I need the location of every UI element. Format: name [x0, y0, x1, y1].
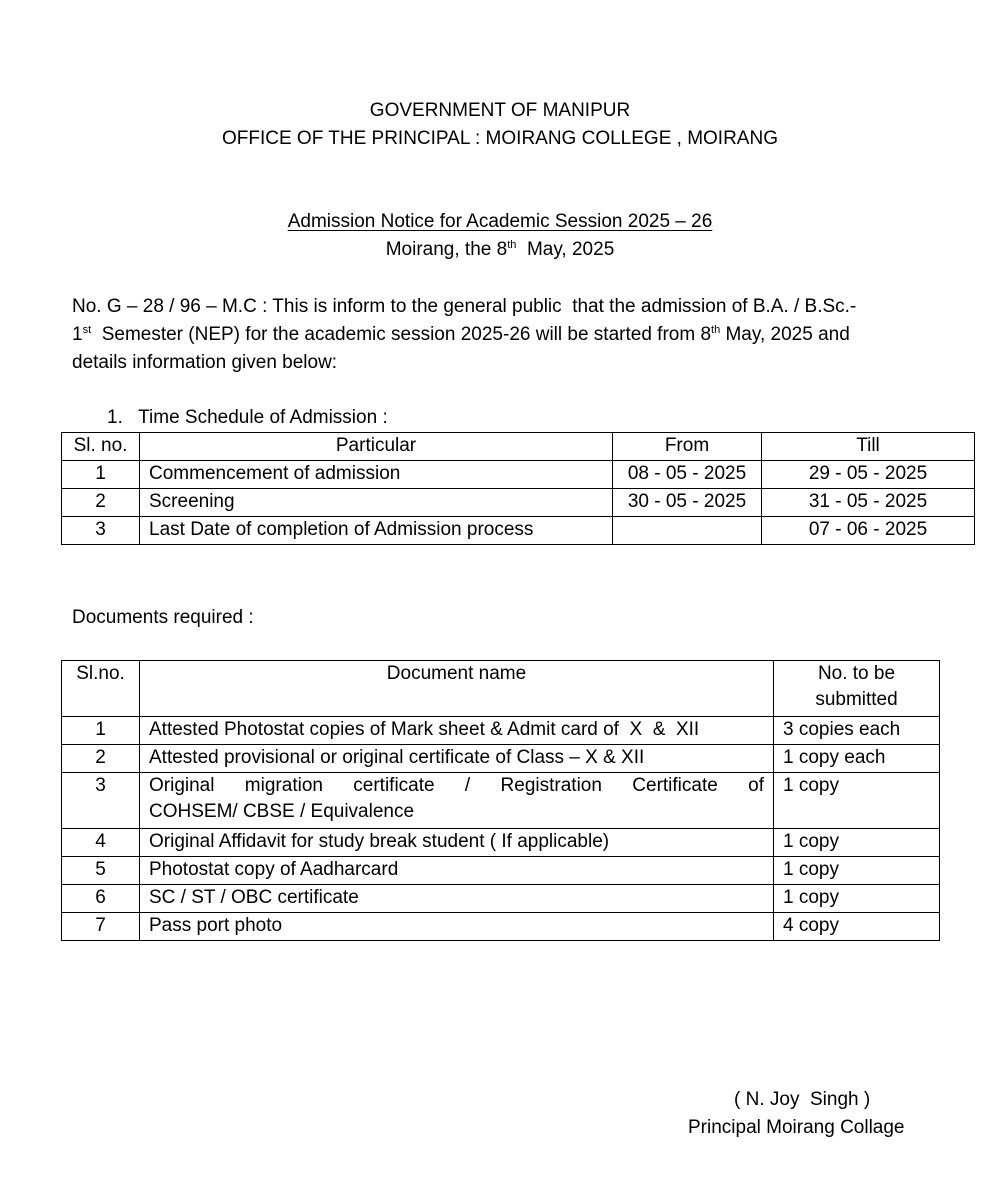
- cell-document: Attested provisional or original certificate of Class – X & XII: [140, 745, 774, 773]
- col-from: From: [613, 433, 762, 461]
- body-line-2-sup1: st: [82, 324, 92, 336]
- col-particular: Particular: [140, 433, 613, 461]
- cell-document: Pass port photo: [140, 913, 774, 941]
- table-row: [62, 489, 975, 517]
- body-line-1: No. G – 28 / 96 – M.C : This is inform to the general public that the admission of B.A. / B.Sc.-: [72, 296, 857, 317]
- cell-sl: 2: [62, 745, 140, 773]
- notice-date: [0, 236, 995, 264]
- cell-count: 1 copy: [774, 829, 940, 857]
- table-row: [62, 517, 975, 545]
- signatory-name: ( N. Joy Singh ): [734, 1089, 871, 1110]
- cell-sl: 3: [62, 517, 140, 545]
- cell-document-line1: Original migration certificate / Registration Certificate of: [149, 775, 764, 796]
- cell-till: 31 - 05 - 2025: [762, 489, 975, 517]
- cell-till: 29 - 05 - 2025: [762, 461, 975, 489]
- table-row: [62, 857, 940, 885]
- cell-document: Photostat copy of Aadharcard: [140, 857, 774, 885]
- cell-document: Attested Photostat copies of Mark sheet & Admit card of X & XII: [140, 717, 774, 745]
- body-line-3: details information given below:: [72, 352, 338, 373]
- col-sl-no: Sl.no.: [62, 661, 140, 717]
- documents-table: [61, 660, 940, 941]
- table-row: [62, 717, 940, 745]
- cell-sl: 1: [62, 461, 140, 489]
- col-document-name: Document name: [140, 661, 774, 717]
- cell-from: [613, 517, 762, 545]
- notice-date-suffix: May, 2025: [516, 239, 615, 260]
- cell-document: Original Affidavit for study break student ( If applicable): [140, 829, 774, 857]
- notice-date-sup: th: [507, 239, 517, 251]
- notice-title-text: Admission Notice for Academic Session 2025 – 26: [287, 211, 713, 232]
- schedule-table: [61, 432, 975, 545]
- cell-from: 30 - 05 - 2025: [613, 489, 762, 517]
- header-government: GOVERNMENT OF MANIPUR: [369, 100, 631, 121]
- table-row: [62, 461, 975, 489]
- cell-sl: 4: [62, 829, 140, 857]
- header-office: OFFICE OF THE PRINCIPAL : MOIRANG COLLEGE , MOIRANG: [221, 128, 778, 149]
- col-sl-no: Sl. no.: [62, 433, 140, 461]
- cell-sl: 6: [62, 885, 140, 913]
- table-row: [62, 745, 940, 773]
- schedule-heading: [107, 404, 388, 432]
- cell-count: 1 copy: [774, 773, 940, 829]
- cell-till: 07 - 06 - 2025: [762, 517, 975, 545]
- table-row: [62, 829, 940, 857]
- body-line-2: [72, 321, 942, 349]
- col-count-line2: submitted: [815, 689, 898, 710]
- cell-sl: 7: [62, 913, 140, 941]
- cell-from: 08 - 05 - 2025: [613, 461, 762, 489]
- documents-heading: Documents required :: [72, 607, 254, 628]
- table-row: [62, 913, 940, 941]
- cell-document-line2: COHSEM/ CBSE / Equivalence: [149, 801, 415, 822]
- table-row: [62, 773, 940, 829]
- cell-particular: Screening: [140, 489, 613, 517]
- cell-count: 1 copy each: [774, 745, 940, 773]
- col-till: Till: [762, 433, 975, 461]
- signatory-designation: Principal Moirang Collage: [688, 1117, 905, 1138]
- cell-sl: 3: [62, 773, 140, 829]
- body-line-2-b: Semester (NEP) for the academic session 2025-26 will be started from 8: [91, 324, 712, 345]
- schedule-heading-number: 1.: [107, 407, 123, 428]
- table-header-row: [62, 433, 975, 461]
- body-line-2-c: May, 2025 and: [720, 324, 850, 345]
- cell-count: 4 copy: [774, 913, 940, 941]
- notice-body: [72, 293, 942, 377]
- cell-sl: 1: [62, 717, 140, 745]
- cell-count: 1 copy: [774, 857, 940, 885]
- notice-title: [0, 208, 995, 236]
- cell-document: SC / ST / OBC certificate: [140, 885, 774, 913]
- notice-date-prefix: Moirang, the 8: [385, 239, 508, 260]
- col-count-line1: No. to be: [817, 663, 896, 684]
- cell-particular: Commencement of admission: [140, 461, 613, 489]
- cell-sl: 2: [62, 489, 140, 517]
- body-line-2-sup2: th: [711, 324, 721, 336]
- col-count: [774, 661, 940, 717]
- cell-count: 3 copies each: [774, 717, 940, 745]
- cell-sl: 5: [62, 857, 140, 885]
- cell-document: [140, 773, 774, 829]
- table-row: [62, 885, 940, 913]
- table-header-row: [62, 661, 940, 717]
- body-line-2-a: 1: [72, 324, 83, 345]
- cell-particular: Last Date of completion of Admission process: [140, 517, 613, 545]
- cell-count: 1 copy: [774, 885, 940, 913]
- schedule-heading-text: Time Schedule of Admission :: [138, 407, 388, 428]
